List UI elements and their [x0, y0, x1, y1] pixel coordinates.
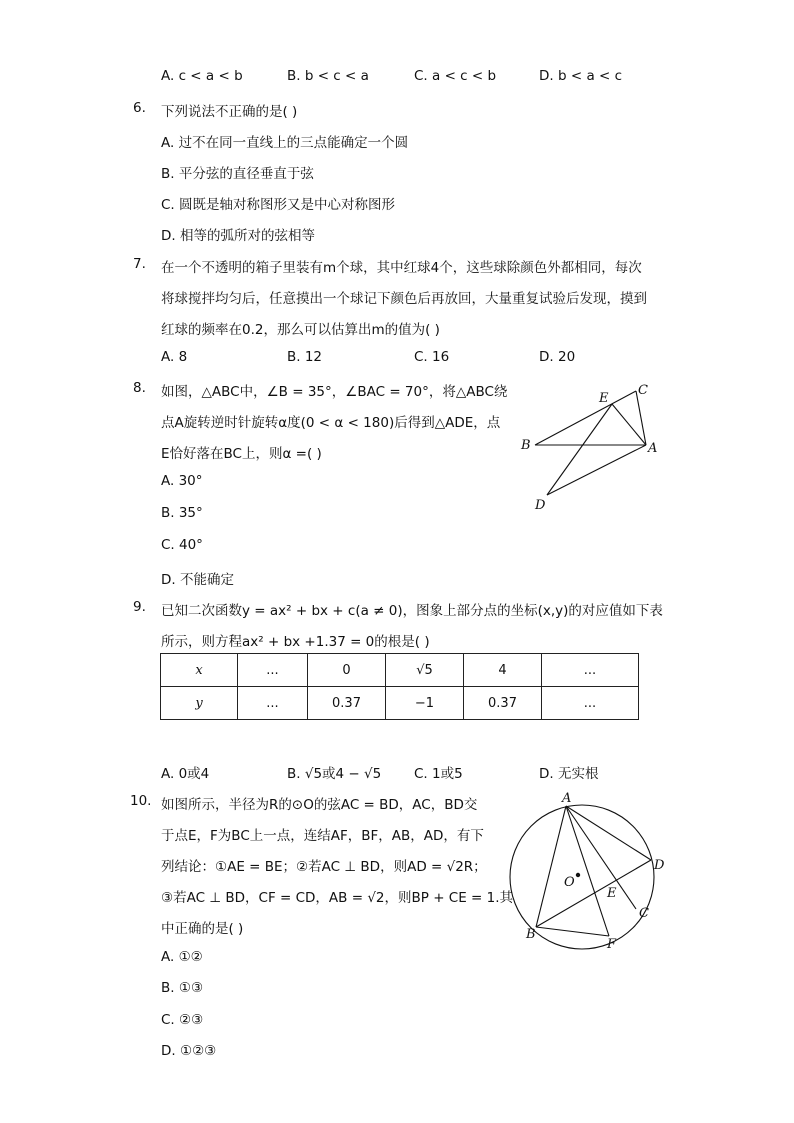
- q7-line-1: 在一个不透明的箱子里装有m个球，其中红球4个，这些球除颜色外都相同，每次: [161, 260, 642, 276]
- q7-option-c: C. 16: [414, 349, 450, 365]
- q10-line-2: 于点E，F为BC上一点，连结AF，BF，AB，AD，有下: [161, 828, 484, 844]
- q10-option-d: D. ①②③: [161, 1043, 217, 1059]
- q6-number: 6.: [133, 100, 146, 116]
- table-cell: ...: [542, 654, 639, 687]
- table-cell: ...: [238, 687, 308, 720]
- segment-bf: [536, 927, 609, 936]
- q10-label-o: O: [564, 875, 575, 890]
- q9-option-c: C. 1或5: [414, 766, 463, 782]
- segment-da: [547, 445, 646, 495]
- q5-option-b: B. b < c < a: [287, 68, 369, 84]
- table-cell: 0: [308, 654, 386, 687]
- q6-option-d: D. 相等的弧所对的弦相等: [161, 228, 315, 244]
- q6-stem: 下列说法不正确的是( ): [161, 104, 298, 120]
- q9-line-1: 已知二次函数y = ax² + bx + c(a ≠ 0)，图象上部分点的坐标(x,y)的对应值如下表: [161, 603, 663, 619]
- q9-option-d: D. 无实根: [539, 766, 599, 782]
- q5-option-a: A. c < a < b: [161, 68, 243, 84]
- q9-number: 9.: [133, 599, 146, 615]
- q10-label-f: F: [607, 937, 617, 952]
- q7-option-d: D. 20: [539, 349, 576, 365]
- table-cell: 4: [464, 654, 542, 687]
- segment-ea: [612, 404, 646, 445]
- q10-line-1: 如图所示，半径为R的⊙O的弦AC = BD，AC，BD交: [161, 797, 478, 813]
- q6-option-a: A. 过不在同一直线上的三点能确定一个圆: [161, 135, 409, 151]
- q10-label-b: B: [526, 927, 536, 942]
- segment-af: [566, 806, 609, 936]
- q6-option-b: B. 平分弦的直径垂直于弦: [161, 166, 314, 182]
- table-cell: 0.37: [464, 687, 542, 720]
- q10-line-5: 中正确的是( ): [161, 921, 244, 937]
- q7-number: 7.: [133, 256, 146, 272]
- q8-triangle-figure: [505, 378, 680, 518]
- q8-label-d: D: [535, 498, 546, 513]
- q10-option-b: B. ①③: [161, 980, 204, 996]
- q10-label-e: E: [607, 886, 617, 901]
- q9-value-table: [160, 653, 639, 720]
- q10-label-d: D: [654, 858, 665, 873]
- q10-label-a: A: [562, 791, 572, 806]
- q9-option-b: B. √5或4 − √5: [287, 766, 382, 782]
- q8-label-c: C: [638, 383, 648, 398]
- q5-option-c: C. a < c < b: [414, 68, 497, 84]
- segment-bc: [535, 391, 636, 445]
- q10-number: 10.: [130, 793, 152, 809]
- chord-ac: [566, 806, 636, 909]
- q9-option-a: A. 0或4: [161, 766, 210, 782]
- q8-label-e: E: [599, 391, 609, 406]
- table-cell: ...: [238, 654, 308, 687]
- table-cell: 0.37: [308, 687, 386, 720]
- q8-number: 8.: [133, 380, 146, 396]
- q8-option-a: A. 30°: [161, 473, 203, 489]
- q8-option-d: D. 不能确定: [161, 572, 234, 588]
- q6-option-c: C. 圆既是轴对称图形又是中心对称图形: [161, 197, 396, 213]
- q8-label-a: A: [648, 441, 658, 456]
- q8-line-2: 点A旋转逆时针旋转α度(0 < α < 180)后得到△ADE，点: [161, 415, 501, 431]
- q10-circle-figure: [505, 790, 675, 955]
- q7-option-b: B. 12: [287, 349, 323, 365]
- q10-option-c: C. ②③: [161, 1012, 204, 1028]
- segment-ca: [636, 391, 646, 445]
- q5-option-d: D. b < a < c: [539, 68, 623, 84]
- chord-bd: [536, 860, 651, 927]
- q10-label-c: C: [639, 906, 649, 921]
- table-row: [161, 654, 639, 687]
- table-cell: y: [161, 687, 238, 720]
- q10-line-3: 列结论：①AE = BE；②若AC ⊥ BD，则AD = √2R；: [161, 859, 487, 875]
- q9-line-2: 所示，则方程ax² + bx +1.37 = 0的根是( ): [161, 634, 430, 650]
- segment-ab: [536, 806, 566, 927]
- center-point-o: [576, 873, 580, 877]
- q10-option-a: A. ①②: [161, 949, 203, 965]
- q8-option-c: C. 40°: [161, 537, 203, 553]
- q7-line-3: 红球的频率在0.2，那么可以估算出m的值为( ): [161, 322, 440, 338]
- table-row: [161, 687, 639, 720]
- segment-ad: [566, 806, 651, 860]
- table-cell: ...: [542, 687, 639, 720]
- q8-line-3: E恰好落在BC上，则α =( ): [161, 446, 322, 462]
- q8-line-1: 如图，△ABC中，∠B = 35°，∠BAC = 70°，将△ABC绕: [161, 384, 508, 400]
- q8-option-b: B. 35°: [161, 505, 203, 521]
- table-cell: −1: [386, 687, 464, 720]
- table-cell: x: [161, 654, 238, 687]
- q10-line-4: ③若AC ⊥ BD，CF = CD，AB = √2，则BP + CE = 1.其: [161, 890, 514, 906]
- segment-ed: [547, 404, 612, 495]
- q7-option-a: A. 8: [161, 349, 188, 365]
- q7-line-2: 将球搅拌均匀后，任意摸出一个球记下颜色后再放回，大量重复试验后发现，摸到: [161, 291, 647, 307]
- table-cell: √5: [386, 654, 464, 687]
- q8-label-b: B: [521, 438, 531, 453]
